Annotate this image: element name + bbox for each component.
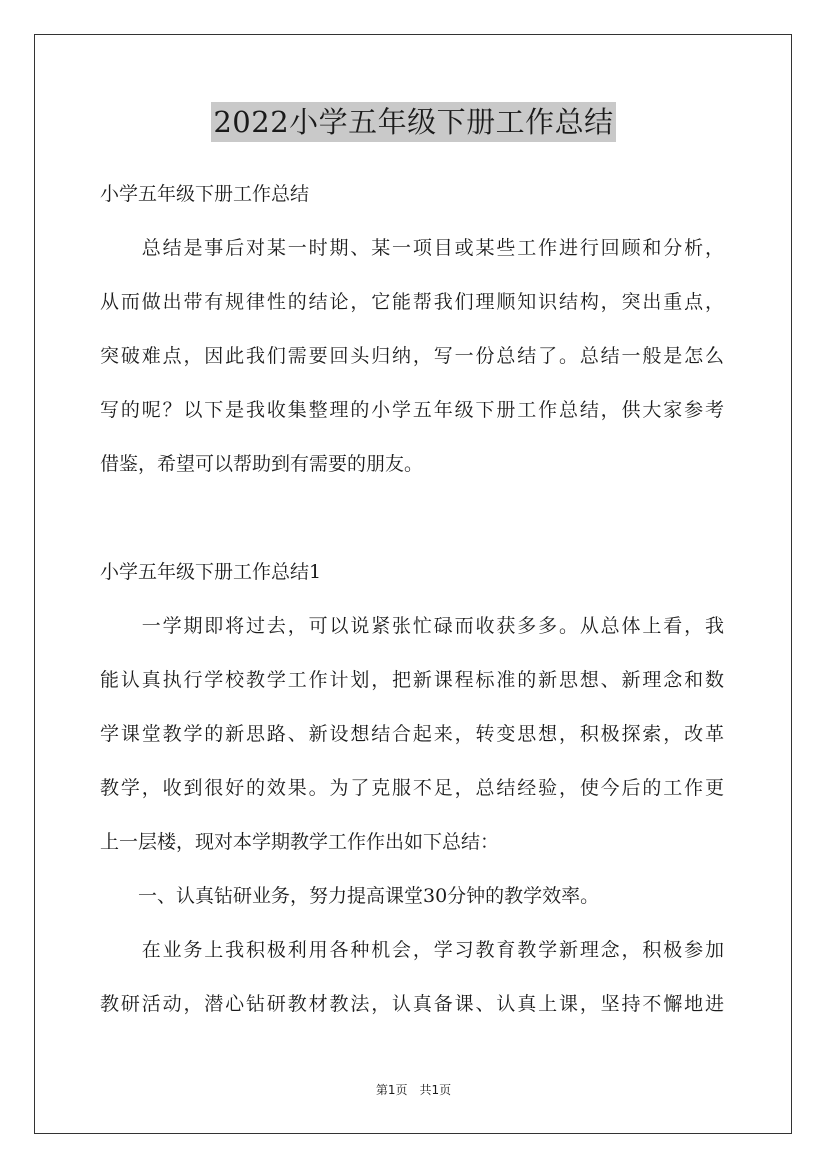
section-heading: 小学五年级下册工作总结 [100,183,310,205]
body-line: 从而做出带有规律性的结论，它能帮我们理顺知识结构，突出重点， [100,291,724,313]
body-line: 突破难点，因此我们需要回头归纳，写一份总结了。总结一般是怎么 [100,345,724,367]
page-footer [0,1082,827,1098]
body-line: 教研活动，潜心钻研教材教法，认真备课、认真上课，坚持不懈地进 [100,993,724,1015]
body-line: 上一层楼，现对本学期教学工作作出如下总结： [100,831,500,853]
body-line: 一、认真钻研业务，努力提高课堂30分钟的教学效率。 [100,885,600,907]
body-line: 借鉴，希望可以帮助到有需要的朋友。 [100,453,424,475]
page-total: 共1页 [419,1083,452,1097]
section-heading: 小学五年级下册工作总结1 [100,561,322,583]
body-line: 学课堂教学的新思路、新设想结合起来，转变思想，积极探索，改革 [100,723,724,745]
page-number: 第1页 [375,1083,408,1097]
document-title [0,102,827,142]
title-text: 2022小学五年级下册工作总结 [211,102,615,142]
body-line: 教学，收到很好的效果。为了克服不足，总结经验，使今后的工作更 [100,777,724,799]
body-line: 一学期即将过去，可以说紧张忙碌而收获多多。从总体上看，我 [100,615,724,637]
body-line: 总结是事后对某一时期、某一项目或某些工作进行回顾和分析， [100,237,724,259]
body-line: 在业务上我积极利用各种机会，学习教育教学新理念，积极参加 [100,939,724,961]
body-line: 写的呢？以下是我收集整理的小学五年级下册工作总结，供大家参考 [100,399,724,421]
body-line: 能认真执行学校教学工作计划，把新课程标准的新思想、新理念和数 [100,669,724,691]
